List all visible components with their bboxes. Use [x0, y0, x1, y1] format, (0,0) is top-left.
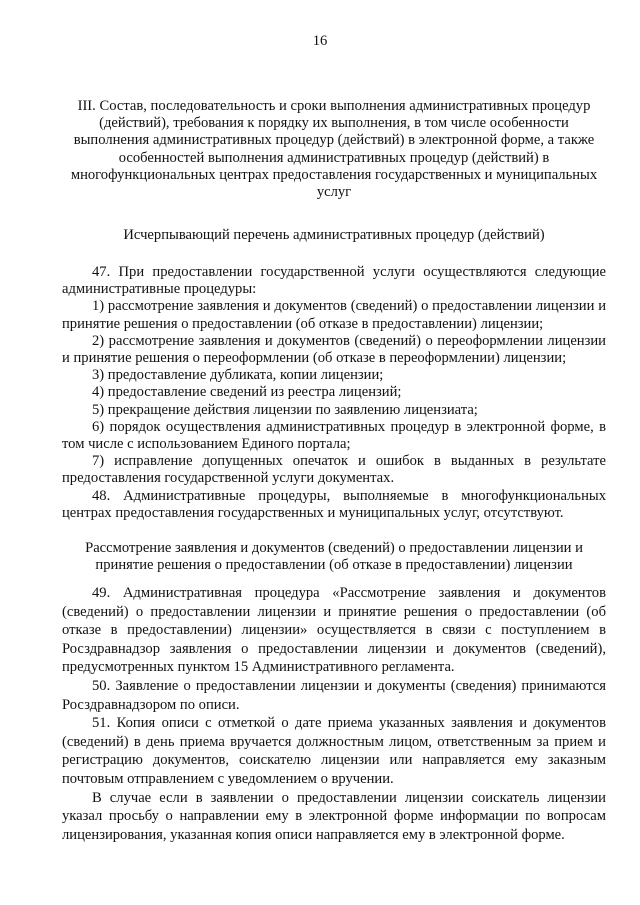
list-item: 2) рассмотрение заявления и документов (сведений) о переоформлении лицензии и принятие решения о переоформлении (об отказе в переоформлении) лицензии;	[62, 332, 606, 367]
paragraph-51-continuation: В случае если в заявлении о предоставлении лицензии соискатель лицензии указал просьбу о направлении ему в электронной форме информации по вопросам лицензирования, указанная копия описи направляется ему в электронной форме.	[62, 789, 606, 843]
list-item: 1) рассмотрение заявления и документов (сведений) о предоставлении лицензии и принятие решения о предоставлении (об отказе в предоставлении) лицензии;	[62, 298, 606, 332]
list-item: 7) исправление допущенных опечаток и ошибок в выданных в результате предоставления государственной услуги документах.	[62, 453, 606, 487]
list-item: 4) предоставление сведений из реестра лицензий;	[92, 384, 402, 401]
page-number: 16	[312, 33, 328, 49]
list-item: 5) прекращение действия лицензии по заявлению лицензиата;	[92, 401, 478, 418]
list-item: 3) предоставление дубликата, копии лицензии;	[92, 367, 384, 384]
paragraph-48: 48. Административные процедуры, выполняемые в многофункциональных центрах предоставления государственных и муниципальных услуг, отсутствуют.	[62, 487, 606, 521]
paragraph-47	[62, 264, 606, 522]
paragraph-49: 49. Административная процедура «Рассмотрение заявления и документов (сведений) о предоставлении лицензии и принятие решения о предоставлении (об отказе в предоставлении) лицензии» осуществляется в связи с поступлением в Росздравнадзор заявления о предоставлении лицензии и документов (сведений), предусмотренных пунктом 15 Административного регламента.	[62, 585, 606, 676]
paragraph-47-intro: 47. При предоставлении государственной услуги осуществляются следующие административные процедуры:	[62, 264, 606, 298]
list-item: 6) порядок осуществления административных процедур в электронной форме, в том числе с использованием Единого портала;	[62, 418, 606, 453]
paragraphs-49-51	[62, 584, 606, 844]
subheading-license-review: Рассмотрение заявления и документов (сведений) о предоставлении лицензии и принятие решения о предоставлении (об отказе в предоставлении) лицензии	[85, 540, 583, 574]
paragraph-51: 51. Копия описи с отметкой о дате приема указанных заявления и документов (сведений) в день приема вручается должностным лицом, ответственным за прием и регистрацию документов, соискателю лицензии или направляется ему заказным почтовым отправлением с уведомлением о вручении.	[62, 715, 606, 787]
subheading-procedures-list: Исчерпывающий перечень административных процедур (действий)	[123, 227, 545, 243]
section-heading: III. Состав, последовательность и сроки выполнения административных процедур (действий), требования к порядку их выполнения, в том числе особенности выполнения административных процедур (действий) в электронной форме, а также особенностей выполнения административных процедур (действий) в многофункциональных центрах предоставления государственных и муниципальных услуг	[70, 98, 598, 201]
paragraph-50: 50. Заявление о предоставлении лицензии и документы (сведения) принимаются Росздравнадзором по описи.	[62, 677, 606, 713]
